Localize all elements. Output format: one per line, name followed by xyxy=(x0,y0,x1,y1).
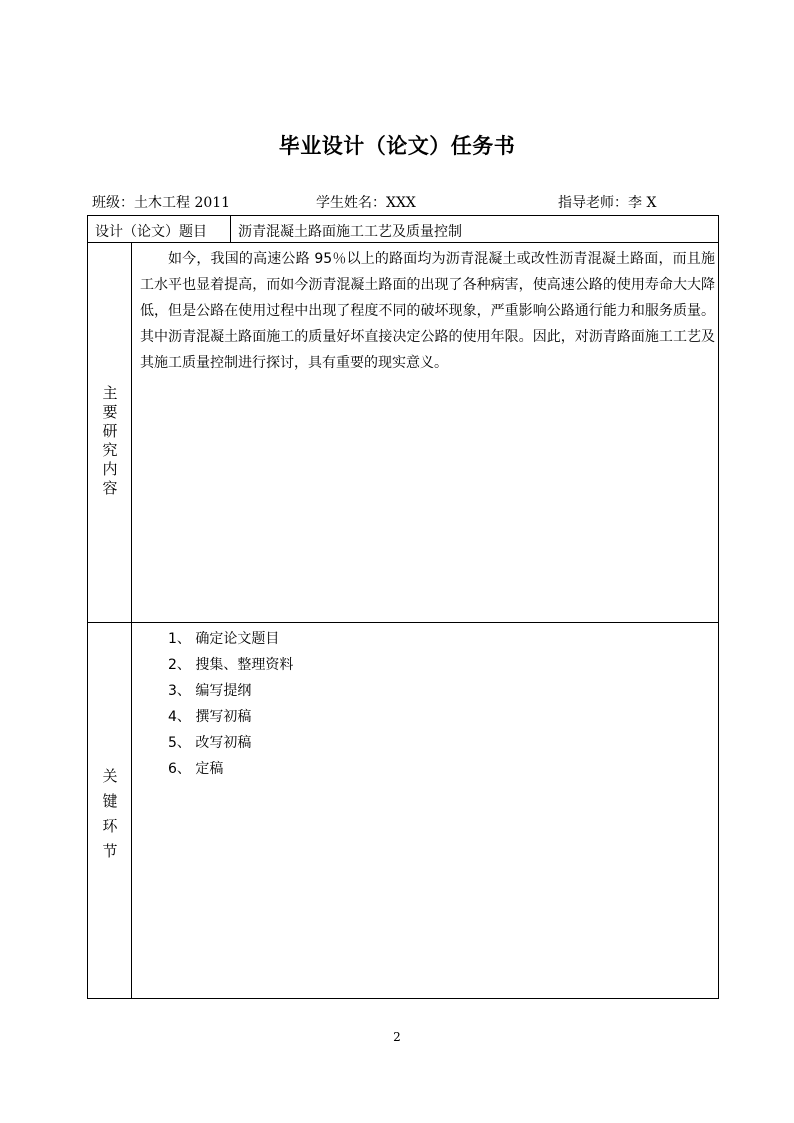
research-content-label xyxy=(100,384,120,498)
page-number: 2 xyxy=(393,1030,401,1044)
research-content-text: 如今，我国的高速公路 95％以上的路面均为沥青混凝土或改性沥青混凝土路面，而且施工水平也显着提高，而如今沥青混凝土路面的出现了各种病害，使高速公路的使用寿命大大降低，但是公路在使用过程中出现了程度不同的破坏现象，严重影响公路通行能力和服务质量。其中沥青混凝土路面施工的质量好坏直接决定公路的使用年限。因此，对沥青路面施工工艺及其施工质量控制进行探讨，具有重要的现实意义。 xyxy=(140,251,715,371)
task-table xyxy=(87,215,719,999)
row-divider-research xyxy=(88,622,718,623)
research-label-char: 容 xyxy=(102,479,118,497)
key-steps-label-char: 关 xyxy=(102,767,118,785)
topic-column-divider xyxy=(230,216,231,242)
key-steps-label-char: 节 xyxy=(102,842,118,860)
research-label-char: 研 xyxy=(102,422,118,440)
key-steps-label-char: 环 xyxy=(102,817,118,835)
class-field: 班级：土木工程 2011 xyxy=(92,195,231,211)
row-divider-topic xyxy=(88,242,718,243)
key-step-item: 3、 编写提纲 xyxy=(168,683,252,699)
label-column-divider xyxy=(131,242,132,999)
key-step-item: 2、 搜集、整理资料 xyxy=(168,657,294,673)
topic-label: 设计（论文）题目 xyxy=(95,224,207,240)
research-label-char: 要 xyxy=(102,403,118,421)
student-name-field: 学生姓名：XXX xyxy=(316,195,416,211)
key-steps-label xyxy=(100,764,120,864)
topic-value: 沥青混凝土路面施工工艺及质量控制 xyxy=(238,224,462,240)
key-step-item: 6、 定稿 xyxy=(168,761,224,777)
advisor-field: 指导老师：李 X xyxy=(558,195,657,211)
key-steps-list xyxy=(168,626,293,782)
key-step-item: 5、 改写初稿 xyxy=(168,735,252,751)
key-step-item: 4、 撰写初稿 xyxy=(168,709,252,725)
document-title: 毕业设计（论文）任务书 xyxy=(278,134,516,158)
research-label-char: 究 xyxy=(102,441,118,459)
key-steps-label-char: 键 xyxy=(102,792,118,810)
research-label-char: 主 xyxy=(102,384,118,402)
key-step-item: 1、 确定论文题目 xyxy=(168,631,280,647)
research-label-char: 内 xyxy=(102,460,118,478)
